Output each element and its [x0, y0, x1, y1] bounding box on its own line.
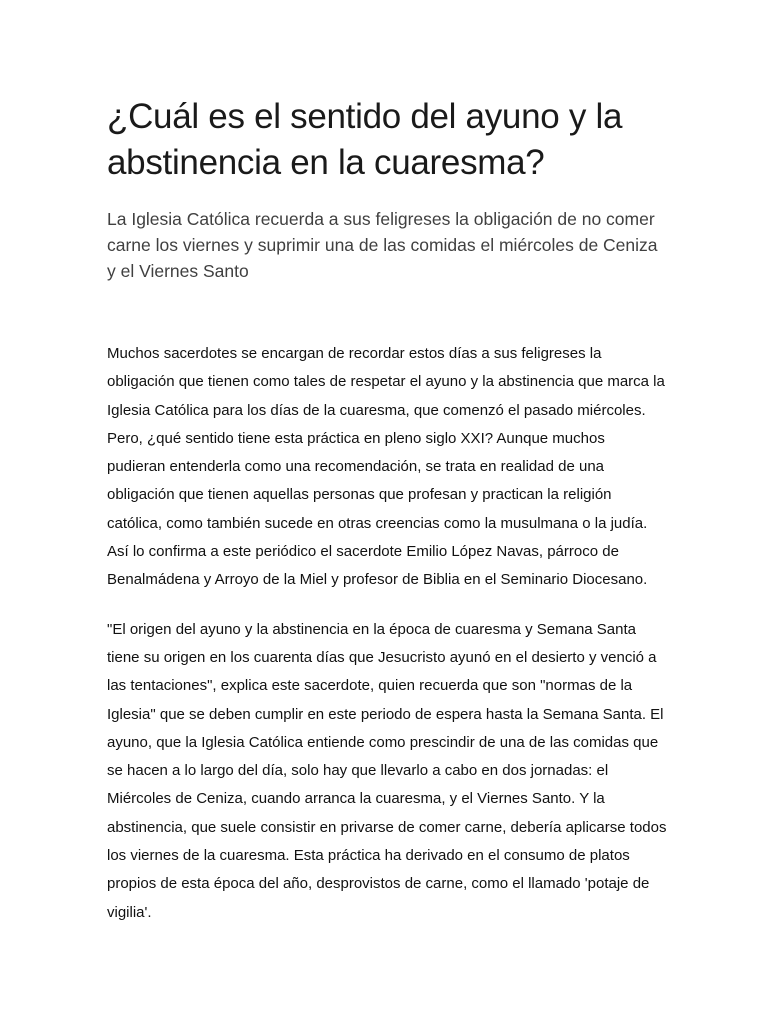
article-paragraph: Muchos sacerdotes se encargan de recordar estos días a sus feligreses la obligación que tienen como tales de respetar el ayuno y la abstinencia que marca la Iglesia Católica para los días de la cuaresma, que comenzó el pasado miércoles. Pero, ¿qué sentido tiene esta práctica en pleno siglo XXI? Aunque muchos pudieran entenderla como una recomendación, se trata en realidad de una obligación que tienen aquellas personas que profesan y practican la religión católica, como también sucede en otras creencias como la musulmana o la judía. Así lo confirma a este periódico el sacerdote Emilio López Navas, párroco de Benalmádena y Arroyo de la Miel y profesor de Biblia en el Seminario Diocesano.	[107, 345, 665, 589]
article-paragraph: "El origen del ayuno y la abstinencia en la época de cuaresma y Semana Santa tiene su origen en los cuarenta días que Jesucristo ayunó en el desierto y venció a las tentaciones", explica este sacerdote, quien recuerda que son "normas de la Iglesia" que se deben cumplir en este periodo de espera hasta la Semana Santa. El ayuno, que la Iglesia Católica entiende como prescindir de una de las comidas que se hacen a lo largo del día, solo hay que llevarlo a cabo en dos jornadas: el Miércoles de Ceniza, cuando arranca la cuaresma, y el Viernes Santo. Y la abstinencia, que suele consistir en privarse de comer carne, debería aplicarse todos los viernes de la cuaresma. Esta práctica ha derivado en el consumo de platos propios de esta época del año, desprovistos de carne, como el llamado 'potaje de vigilia'.	[107, 620, 667, 921]
article-body	[107, 340, 667, 927]
article-subtitle: La Iglesia Católica recuerda a sus feligreses la obligación de no comer carne los viernes y suprimir una de las comidas el miércoles de Ceniza y el Viernes Santo	[107, 209, 658, 281]
article	[107, 94, 667, 948]
article-title: ¿Cuál es el sentido del ayuno y la abstinencia en la cuaresma?	[107, 97, 623, 182]
